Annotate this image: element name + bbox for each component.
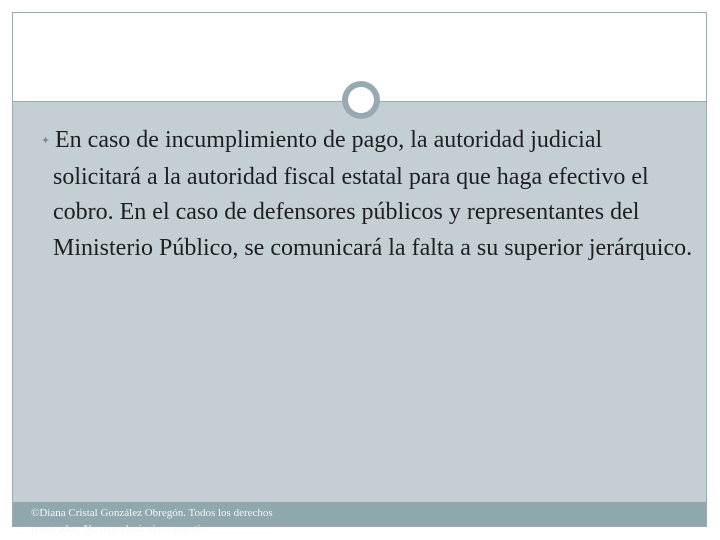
sparkle-icon: ✦ [41, 135, 51, 147]
body-text: En caso de incumplimiento de pago, la autoridad judicial solicitará a la autoridad fiscal estatal para que haga efectivo el cobro. En el caso de defensores públicos y representantes del Ministerio Público, se comunicará la falta a su superior jerárquico. [53, 127, 693, 261]
bullet-paragraph [41, 123, 693, 266]
slide [12, 12, 707, 535]
footer-copyright: ©Diana Cristal González Obregón. Todos los derechos reservados. No reproducir sin consentir [31, 507, 273, 535]
circle-ornament-inner [348, 87, 374, 113]
footer-bar [13, 502, 706, 535]
circle-ornament-icon [342, 81, 380, 119]
